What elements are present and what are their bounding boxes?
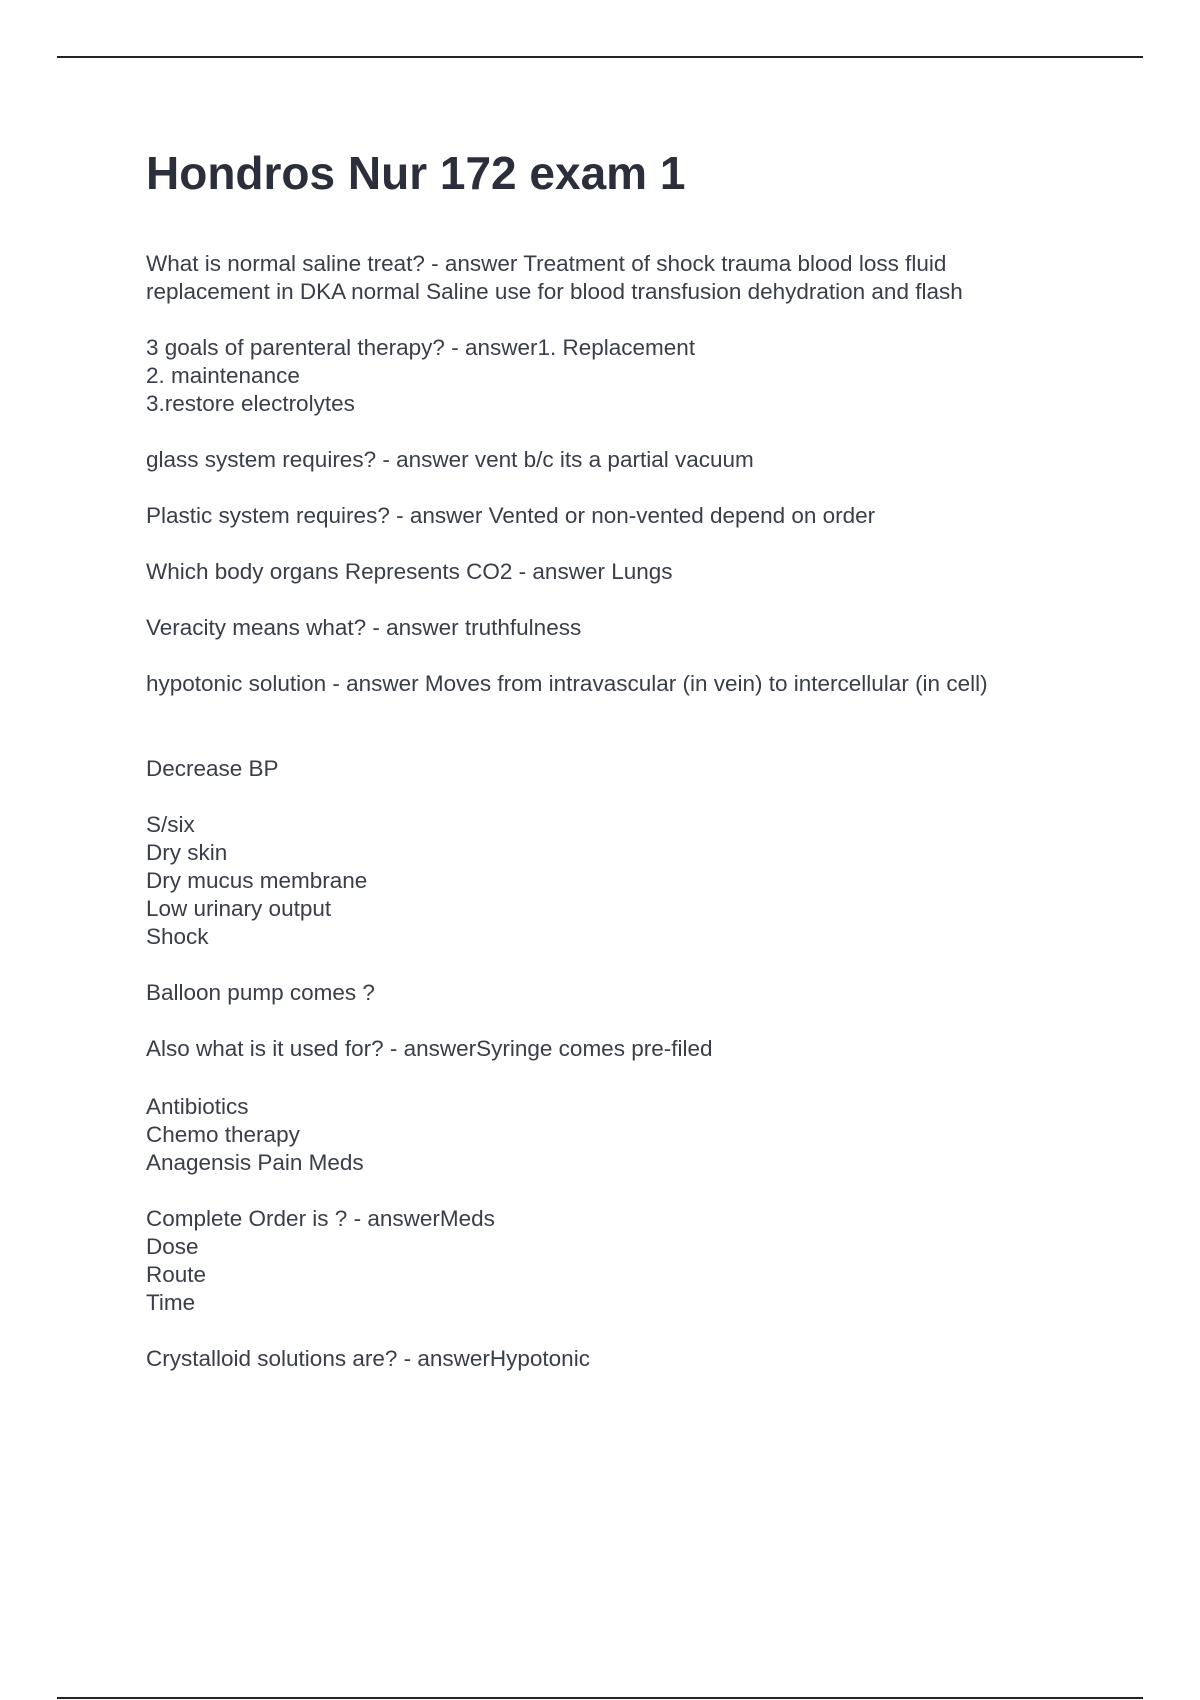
entry-line: What is normal saline treat? - answer Treatment of shock trauma blood loss fluid [146, 251, 947, 276]
entry-line: Dry skin [146, 840, 228, 865]
entry-line: hypotonic solution - answer Moves from intravascular (in vein) to intercellular (in cell) [146, 671, 988, 696]
entry-line: Plastic system requires? - answer Vented or non-vented depend on order [146, 503, 876, 528]
qa-list [146, 250, 1106, 1373]
entry-line: Low urinary output [146, 896, 332, 921]
entry-line: Shock [146, 924, 209, 949]
entry-line: Route [146, 1262, 207, 1287]
qa-entry [146, 250, 1106, 306]
top-divider [57, 56, 1143, 58]
entry-line: Dry mucus membrane [146, 868, 368, 893]
qa-entry [146, 614, 1106, 642]
entry-line: Balloon pump comes ? [146, 980, 375, 1005]
entry-line: Complete Order is ? - answerMeds [146, 1206, 495, 1231]
entry-line: Also what is it used for? - answerSyringe comes pre-filed [146, 1036, 713, 1061]
entry-line: Decrease BP [146, 756, 279, 781]
qa-entry [146, 1035, 1106, 1063]
qa-entry [146, 446, 1106, 474]
bottom-divider [57, 1697, 1143, 1699]
entry-line: Crystalloid solutions are? - answerHypotonic [146, 1346, 590, 1371]
entry-line: Veracity means what? - answer truthfulness [146, 615, 582, 640]
document-body [146, 146, 1106, 1401]
document-title: Hondros Nur 172 exam 1 [146, 147, 686, 199]
entry-line: glass system requires? - answer vent b/c its a partial vacuum [146, 447, 754, 472]
qa-entry [146, 1205, 1106, 1317]
entry-line: Time [146, 1290, 196, 1315]
qa-entry [146, 1345, 1106, 1373]
entry-line: Chemo therapy [146, 1122, 300, 1147]
entry-line: S/six [146, 812, 195, 837]
qa-entry [146, 811, 1106, 951]
entry-line: 3 goals of parenteral therapy? - answer1. Replacement [146, 335, 696, 360]
qa-entry [146, 334, 1106, 418]
qa-entry [146, 502, 1106, 530]
entry-line: 3.restore electrolytes [146, 391, 355, 416]
qa-entry [146, 979, 1106, 1007]
qa-entry [146, 670, 1106, 698]
entry-line: Antibiotics [146, 1094, 249, 1119]
entry-line: replacement in DKA normal Saline use for blood transfusion dehydration and flash [146, 279, 963, 304]
entry-line: Which body organs Represents CO2 - answer Lungs [146, 559, 673, 584]
entry-line: 2. maintenance [146, 363, 300, 388]
qa-entry [146, 558, 1106, 586]
qa-entry [146, 755, 1106, 783]
qa-entry [146, 1093, 1106, 1177]
entry-line: Anagensis Pain Meds [146, 1150, 364, 1175]
entry-line: Dose [146, 1234, 199, 1259]
